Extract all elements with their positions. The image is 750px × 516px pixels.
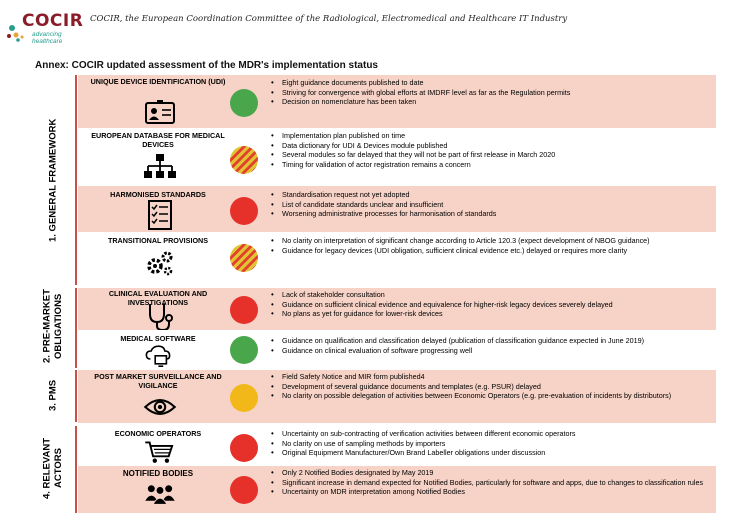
- page-header: [0, 0, 750, 48]
- bullet-item: • Guidance on qualification and classification delayed (publication of classification guidance expected in June 2019): [268, 336, 716, 346]
- section-divider: [75, 370, 77, 422]
- hierarchy-icon: [140, 152, 180, 182]
- row-economic-operators: [78, 426, 716, 466]
- section-label-pms: 3. PMS: [47, 379, 59, 411]
- row-post-market-surveillance: [78, 370, 716, 423]
- row-bullets: [268, 290, 716, 319]
- row-bullets: [268, 372, 716, 401]
- row-harmonised-standards: [78, 186, 716, 232]
- section-label-general-framework: 1. GENERAL FRAMEWORK: [47, 118, 59, 242]
- checklist-icon: [140, 200, 180, 230]
- row-transitional-provisions: [78, 232, 716, 285]
- row-bullets: [268, 236, 716, 255]
- bullet-item: • Several modules so far delayed that they will not be part of first release in March 2020: [268, 150, 716, 160]
- status-yellow-indicator: [230, 384, 258, 412]
- bullet-item: • Guidance for legacy devices (UDI obligation, sufficient clinical evidence etc.) delayed or requires more clarity: [268, 246, 716, 256]
- people-group-icon: [140, 480, 180, 506]
- row-title: HARMONISED STANDARDS: [110, 190, 206, 199]
- bullet-item: • Uncertainty on sub-contracting of verification activities between different economic operators: [268, 429, 716, 439]
- bullet-item: • Field Safety Notice and MIR form published4: [268, 372, 716, 382]
- row-title: NOTIFIED BODIES: [122, 469, 194, 478]
- bullet-item: • No plans as yet for guidance for lower-risk devices: [268, 309, 716, 319]
- status-red-indicator: [230, 296, 258, 324]
- row-title: MEDICAL SOFTWARE: [120, 334, 196, 343]
- bullet-item: • Standardisation request not yet adopted: [268, 190, 716, 200]
- bullet-item: • Uncertainty on MDR interpretation among Notified Bodies: [268, 487, 716, 497]
- section-divider: [75, 288, 77, 368]
- status-red-indicator: [230, 197, 258, 225]
- row-bullets: [268, 429, 716, 458]
- row-bullets: [268, 131, 716, 169]
- bullet-item: • Lack of stakeholder consultation: [268, 290, 716, 300]
- bullet-item: • Striving for convergence with global efforts at IMDRF level as far as the Regulation permits: [268, 88, 716, 98]
- row-clinical-evaluation: [78, 288, 716, 330]
- id-card-icon: [140, 97, 180, 127]
- bullet-item: • No clarity on use of sampling methods by importers: [268, 439, 716, 449]
- status-red-indicator: [230, 434, 258, 462]
- row-medical-software: [78, 330, 716, 368]
- row-title: TRANSITIONAL PROVISIONS: [107, 236, 209, 245]
- bullet-item: • Worsening administrative processes for harmonisation of standards: [268, 209, 716, 219]
- row-notified-bodies: [78, 466, 716, 513]
- bullet-item: • No clarity on interpretation of significant change according to Article 120.3 (expect development of NBOG guidance): [268, 236, 716, 246]
- stethoscope-icon: [140, 302, 180, 332]
- row-bullets: [268, 190, 716, 219]
- row-title: CLINICAL EVALUATION AND INVESTIGATIONS: [108, 289, 208, 307]
- status-red-amber-indicator: [230, 244, 258, 272]
- logo-text: COCIR: [22, 11, 84, 31]
- section-divider: [75, 426, 77, 513]
- logo-tagline: advancing healthcare: [32, 31, 63, 45]
- row-bullets: [268, 468, 716, 497]
- row-title: UNIQUE DEVICE IDENTIFICATION (UDI): [90, 77, 226, 86]
- row-udi: [78, 75, 716, 128]
- status-red-amber-indicator: [230, 146, 258, 174]
- cocir-logo: [10, 6, 84, 45]
- status-red-indicator: [230, 476, 258, 504]
- row-title: EUROPEAN DATABASE FOR MEDICAL DEVICES: [91, 131, 225, 149]
- bullet-item: • Timing for validation of actor registration remains a concern: [268, 160, 716, 170]
- section-label-relevant-actors: 4. RELEVANT ACTORS: [41, 437, 64, 499]
- annex-title: Annex: COCIR updated assessment of the MDR's implementation status: [35, 60, 378, 71]
- bullet-item: • Significant increase in demand expected for Notified Bodies, particularly for software and apps, due to changes to classification rules: [268, 478, 716, 488]
- shopping-cart-icon: [140, 439, 180, 465]
- row-title: POST MARKET SURVEILLANCE AND VIGILANCE: [94, 372, 222, 390]
- row-bullets: [268, 78, 716, 107]
- row-eudamed: [78, 128, 716, 186]
- section-divider: [75, 75, 77, 285]
- cloud-software-icon: [140, 343, 180, 367]
- bullet-item: • No clarity on possible delegation of activities between Economic Operators (e.g. pre-evaluation of incidents by distributors): [268, 391, 716, 401]
- bullet-item: • Only 2 Notified Bodies designated by May 2019: [268, 468, 716, 478]
- bullet-item: • Decision on nomenclature has been taken: [268, 97, 716, 107]
- bullet-item: • Data dictionary for UDI & Devices module published: [268, 141, 716, 151]
- section-label-pre-market: 2. PRE-MARKET OBLIGATIONS: [41, 289, 64, 363]
- status-green-indicator: [230, 336, 258, 364]
- bullet-item: • Implementation plan published on time: [268, 131, 716, 141]
- bullet-item: • Guidance on sufficient clinical evidence and equivalence for higher-risk legacy devices severely delayed: [268, 300, 716, 310]
- gears-icon: [140, 248, 180, 278]
- organisation-line: COCIR, the European Coordination Committee of the Radiological, Electromedical and Healthcare IT Industry: [90, 14, 568, 24]
- bullet-item: • Guidance on clinical evaluation of software progressing well: [268, 346, 716, 356]
- eye-icon: [140, 394, 180, 420]
- bullet-item: • Development of several guidance documents and templates (e.g. PSUR) delayed: [268, 382, 716, 392]
- bullet-item: • Eight guidance documents published to date: [268, 78, 716, 88]
- bullet-item: • Original Equipment Manufacturer/Own Brand Labeller obligations under discussion: [268, 448, 716, 458]
- row-bullets: [268, 336, 716, 355]
- bullet-item: • List of candidate standards unclear and insufficient: [268, 200, 716, 210]
- status-green-indicator: [230, 89, 258, 117]
- row-title: ECONOMIC OPERATORS: [114, 429, 202, 438]
